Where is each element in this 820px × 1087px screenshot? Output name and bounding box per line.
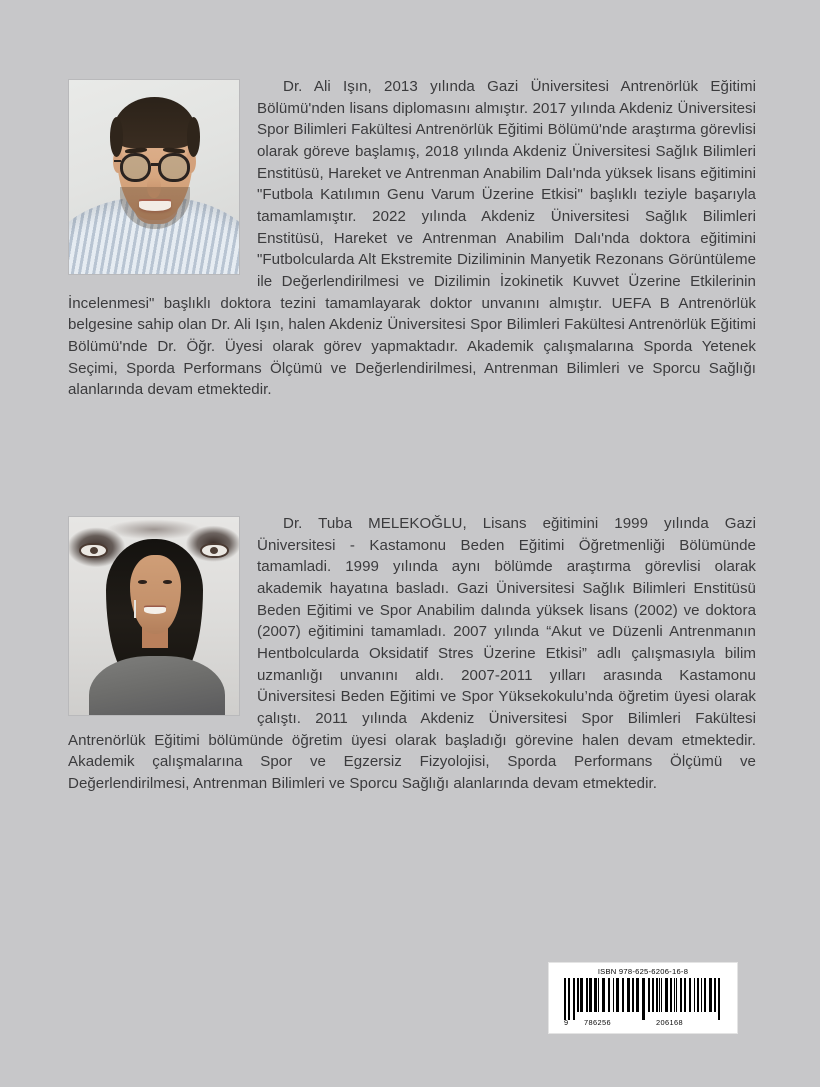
barcode-digit-group-1: 786256: [584, 1018, 612, 1027]
isbn-barcode: [548, 962, 738, 1034]
barcode-digit-group-2: 206168: [656, 1018, 684, 1027]
barcode-bars: [564, 978, 722, 1020]
bio-body-1: Dr. Ali Işın, 2013 yılında Gazi Üniversitesi Antrenörlük Eğitimi Bölümü'nden lisans diplomasını almıştır. 2017 yılında Akdeniz Üniversitesi Spor Bilimleri Fakültesi Antrenörlük Eğitimi Bölümü'nde araştırma görevlisi olarak göreve başlamış, 2018 yılında Akdeniz Üniversitesi Sağlık Bilimleri Enstitüsü, Hareket ve Antrenman Anabilim Dalı'nda yüksek lisans eğitimini "Futbola Katılımın Genu Varum Üzerine Etkisi" başlıklı teziyle başarıyla tamamlamıştır. 2022 yılında Akdeniz Üniversitesi Sağlık Bilimleri Enstitüsü, Hareket ve Antrenman Anabilim Dalı'nda doktora eğitimini "Futbolcularda Alt Ekstremite Diziliminin Manyetik Rezonans Görüntüleme ile Değerlendirilmesi ve Dizilimin İzokinetik Kuvvet Üzerine Etkilerinin İncelenmesi" başlıklı doktora tezini tamamlayarak doktor unvanını almıştır. UEFA B Antrenörlük belgesine sahip olan Dr. Ali Işın, halen Akdeniz Üniversitesi Spor Bilimleri Fakültesi Antrenörlük Eğitimi Bölümü'nde Dr. Öğr. Üyesi olarak görev yapmaktadır. Akademik çalışmalarına Sporda Yetenek Seçimi, Sporda Performans Ölçümü ve Değerlendirilmesi, Antrenman Bilimleri ve Sporcu Sağlığı alanlarında devam etmektedir.: [68, 78, 756, 399]
smiling-mouth: [139, 201, 171, 211]
eyeglass-lens-right: [158, 153, 189, 182]
artwork-eye-right: [200, 543, 229, 558]
barcode-digits: [564, 1020, 722, 1030]
barcode-digit-left: 9: [564, 1018, 569, 1027]
eyeglass-bridge: [151, 163, 159, 166]
author-bio-block-1: [68, 76, 756, 401]
earring: [134, 600, 136, 618]
eyeglass-lens-left: [120, 153, 151, 182]
portrait-ali-isin: [68, 79, 240, 275]
author-bio-block-2: [68, 513, 756, 795]
artwork-eye-left: [79, 543, 108, 558]
portrait-tuba-melekoglu: [68, 516, 240, 716]
isbn-label: ISBN 978-625-6206-16-8: [597, 967, 689, 976]
nose: [147, 177, 161, 198]
bio-body-2: Dr. Tuba MELEKOĞLU, Lisans eğitimini 1999 yılında Gazi Üniversitesi - Kastamonu Beden Eğitimi Öğretmenliği Bölümünde tamamladi. 1999 yılında aynı bölümde araştırma görevlisi olarak akademik hayatına basladı. Gazi Üniversitesi Sağlık Bilimleri Enstitüsü Beden Eğitimi ve Spor Anabilim dalında yüksek lisans (2002) ve doktora (2007) eğitimini tamamladı. 2007 yılında “Akut ve Düzenli Antrenmanın Hentbolcularda Oksidatif Stres Üzerine Etkisi” adlı çalışmasıyla bilim uzmanlığı unvanını aldı. 2007-2011 yılları arasında Kastamonu Üniversitesi Beden Eğitimi ve Spor Yüksekokulu’nda öğretim üyesi olarak çalıştı. 2011 yılında Akdeniz Üniversitesi Spor Bilimleri Fakültesi Antrenörlük Eğitimi bölümünde öğretim üyesi olarak başladığı görevine halen devam etmektedir. Akademik çalışmalarına Spor ve Egzersiz Fizyolojisi, Sporda Performans Ölçümü ve Değerlendirilmesi, Antrenman Bilimleri ve Sporcu Sağlığı alanlarında devam etmektedir.: [68, 515, 756, 792]
eyeglass-temple: [114, 160, 121, 163]
